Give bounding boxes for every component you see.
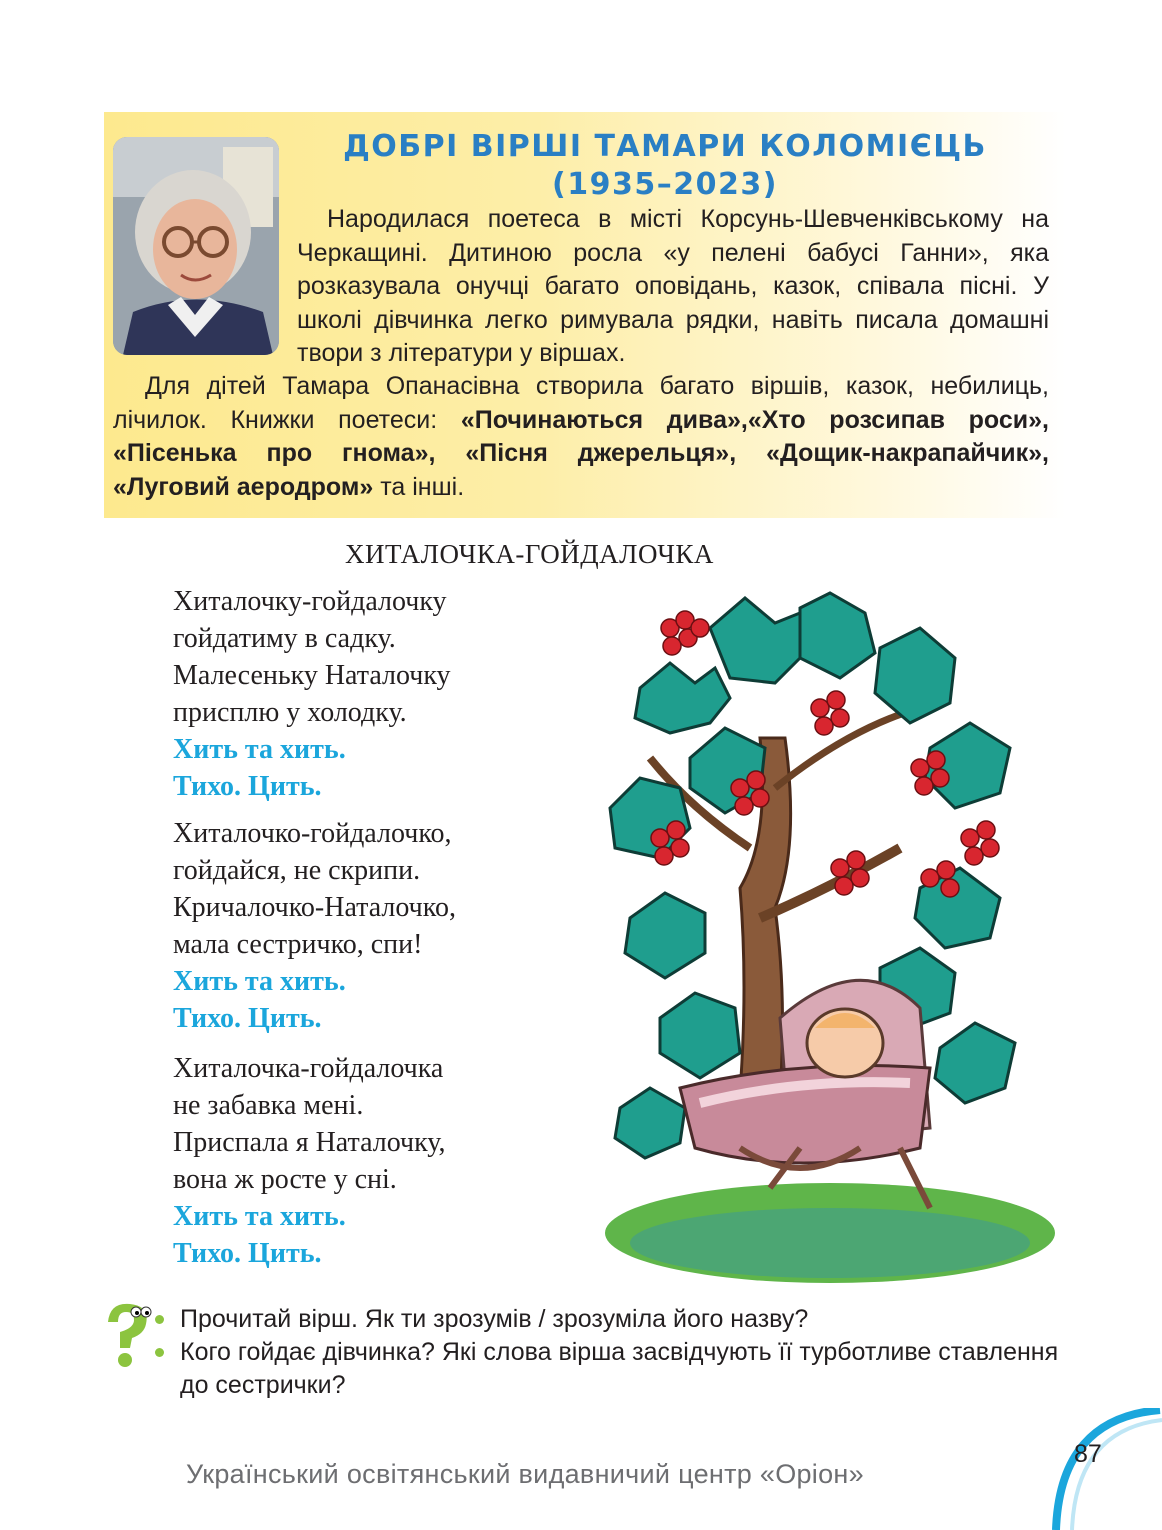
author-portrait — [113, 137, 279, 355]
question-text: Прочитай вірш. Як ти зрозумів / зрозуміла його назву? — [180, 1305, 809, 1333]
questions-list — [180, 1303, 1060, 1402]
refrain-line: Тихо. Цить. — [173, 1238, 322, 1269]
bio-title-name: ДОБРІ ВІРШІ ТАМАРИ КОЛОМІЄЦЬ — [343, 129, 987, 164]
refrain-line: Хить та хить. — [173, 1201, 346, 1232]
poem-line: Приспала я Наталочку, — [173, 1127, 446, 1158]
refrain-line: Тихо. Цить. — [173, 1003, 322, 1034]
bio-paragraph-2 — [113, 370, 1049, 504]
poem-title: ХИТАЛОЧКА-ГОЙДАЛОЧКА — [345, 539, 714, 569]
poem-line: мала сестричко, спи! — [173, 929, 423, 960]
stanza — [173, 1050, 445, 1272]
bio-title — [300, 128, 1030, 204]
poem-line: присплю у холодку. — [173, 697, 407, 728]
poem-line: Хиталочко-гойдалочко, — [173, 818, 452, 849]
poem-line: Малесеньку Наталочку — [173, 660, 451, 691]
bio-paragraph-1: Народилася поетеса в місті Корсунь-Шевченківському на Черкащині. Дитиною росла «у пелені бабусі Ганни», яка розказувала онучці багато оповідань, казок, співала пісні. У школі дівчинка легко римувала рядки, навіть писала домашні твори з літератури у віршах. — [297, 205, 1049, 367]
question-text: Кого гойдає дівчинка? Які слова вірша засвідчують її турботливе ставлення до сестрички? — [180, 1338, 1059, 1399]
refrain-line: Хить та хить. — [173, 966, 346, 997]
tree-cradle-illustration — [600, 588, 1060, 1288]
page-corner-arc-icon — [1040, 1408, 1162, 1530]
page-number: 87 — [1074, 1440, 1102, 1468]
refrain-line: Тихо. Цить. — [173, 771, 322, 802]
bio-paragraph-2-start: Для дітей Тамара Опанасівна створила багато віршів, казок, небилиць, лічилок. Книжки поетеси: — [113, 372, 1049, 434]
poem-line: не забавка мені. — [173, 1090, 364, 1121]
poem-line: гойдатиму в садку. — [173, 623, 396, 654]
question-mark-icon — [100, 1300, 160, 1370]
poem-line: Кричалочко-Наталочко, — [173, 892, 456, 923]
stanza — [173, 583, 451, 805]
question-item — [180, 1336, 1060, 1402]
bio-title-years: (1935–2023) — [552, 167, 778, 202]
poem-line: гойдайся, не скрипи. — [173, 855, 421, 886]
bio-book-list: «Починаються дива»,«Хто розсипав роси», «Пісенька про гнома», «Пісня джерельця», «Дощик-накрапайчик», «Луговий аеродром» — [113, 405, 1049, 501]
poem-line: вона ж росте у сні. — [173, 1164, 397, 1195]
bullet-icon — [155, 1315, 164, 1324]
publisher-footer: Український освітянський видавничий центр «Оріон» — [186, 1459, 864, 1489]
poem-line: Хиталочку-гойдалочку — [173, 586, 447, 617]
refrain-line: Хить та хить. — [173, 734, 346, 765]
bio-paragraph-2-end: та інші. — [373, 472, 465, 501]
question-item — [180, 1303, 1060, 1336]
poem-line: Хиталочка-гойдалочка — [173, 1053, 444, 1084]
bullet-icon — [155, 1348, 164, 1357]
stanza — [173, 815, 456, 1037]
